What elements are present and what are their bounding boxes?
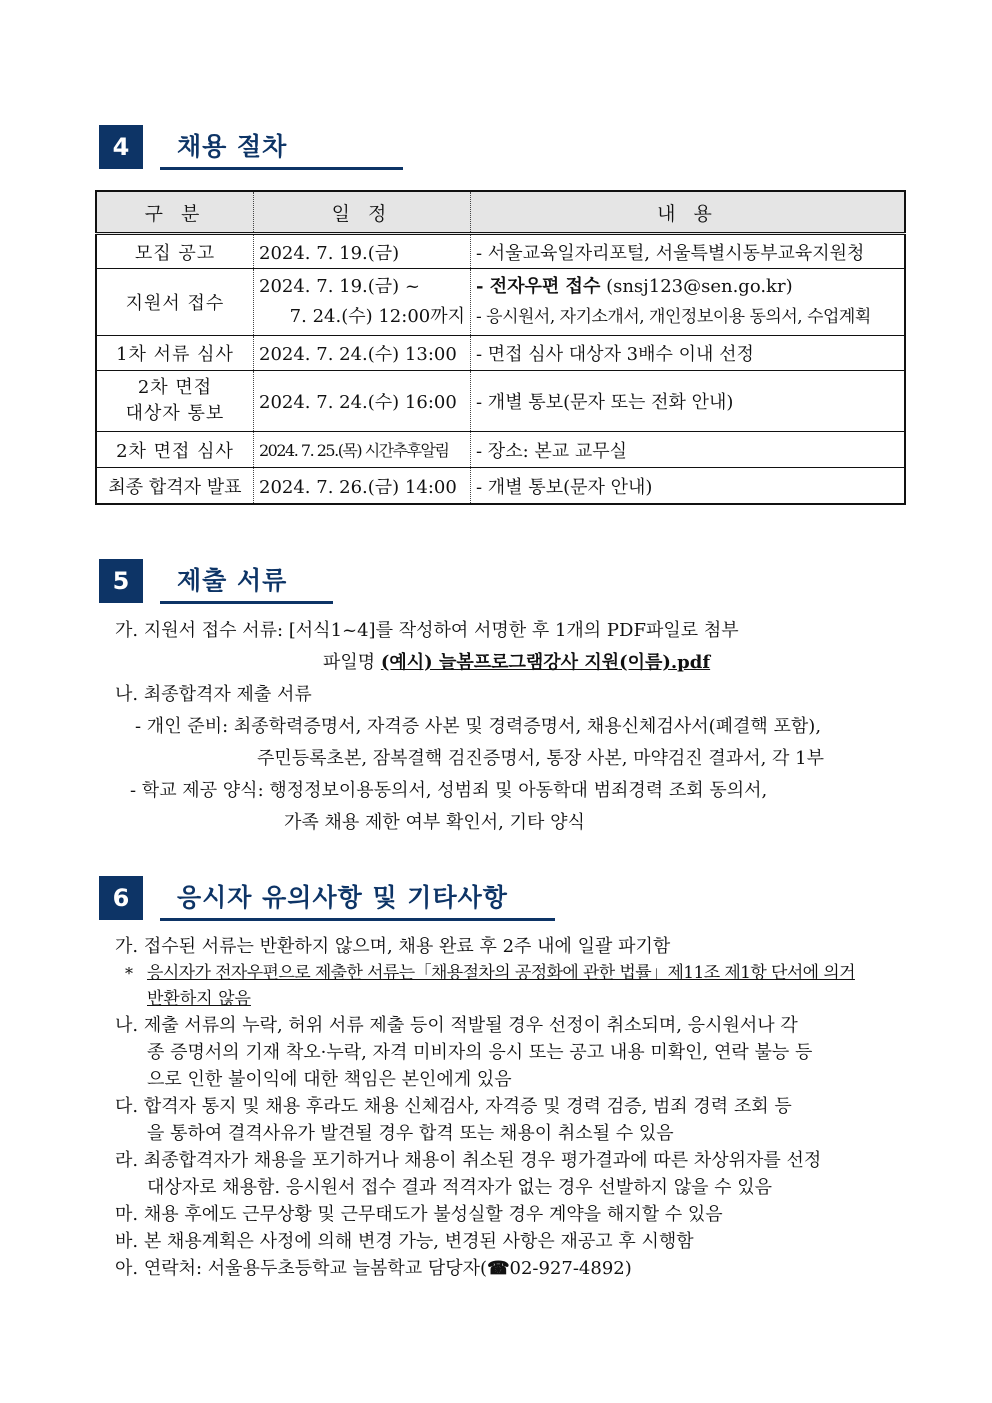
documents-personal-line-1: - 개인 준비: 최종학력증명서, 자격증 사본 및 경력증명서, 채용신체검사서(폐결핵 포함), xyxy=(135,716,822,737)
notice-ga-note-line-1: 응시자가 전자우편으로 제출한 서류는「채용절차의 공정화에 관한 법률」제11조 제1항 단서에 의거 xyxy=(147,963,855,983)
content-line xyxy=(476,272,899,302)
section-number: 4 xyxy=(99,125,143,169)
table-row xyxy=(96,269,905,336)
notice-na-line-3: 으로 인한 불이익에 대한 책임은 본인에게 있음 xyxy=(147,1069,512,1090)
content-cell xyxy=(471,269,906,336)
documents-item-na: 나. 최종합격자 제출 서류 xyxy=(115,684,312,705)
schedule-cell: 2024. 7. 26.(금) 14:00 xyxy=(254,468,471,505)
section-underline xyxy=(160,601,333,604)
stage-line: 대상자 통보 xyxy=(125,403,225,424)
schedule-line: 2024. 7. 19.(금) ~ xyxy=(259,276,421,297)
section-underline xyxy=(160,167,403,170)
content-cell: - 개별 통보(문자 안내) xyxy=(471,468,906,505)
content-cell: - 서울교육일자리포털, 서울특별시동부교육지원청 xyxy=(471,234,906,269)
notice-ba: 바. 본 채용계획은 사정에 의해 변경 가능, 변경된 사항은 재공고 후 시행함 xyxy=(115,1231,694,1252)
procedure-table xyxy=(95,190,906,505)
notice-ga-note-line-2: 반환하지 않음 xyxy=(147,989,251,1009)
documents-filename xyxy=(323,649,710,676)
notice-ra-line-1: 라. 최종합격자가 채용을 포기하거나 채용이 취소된 경우 평가결과에 따른 차상위자를 선정 xyxy=(115,1150,822,1171)
section-title: 제출 서류 xyxy=(177,566,288,595)
notice-da-line-1: 다. 합격자 통지 및 채용 후라도 채용 신체검사, 자격증 및 경력 검증, 범죄 경력 조회 등 xyxy=(115,1096,792,1117)
section-number: 6 xyxy=(99,876,143,920)
column-header: 일 정 xyxy=(254,191,471,234)
table-row xyxy=(96,432,905,468)
notice-na-line-1: 나. 제출 서류의 누락, 허위 서류 제출 등이 적발될 경우 선정이 취소되며, 응시원서나 각 xyxy=(115,1015,798,1036)
documents-personal-line-2: 주민등록초본, 잠복결핵 검진증명서, 통장 사본, 마약검진 결과서, 각 1부 xyxy=(257,748,824,769)
phone-icon: ☎ xyxy=(487,1258,510,1279)
documents-school-line-2: 가족 채용 제한 여부 확인서, 기타 양식 xyxy=(284,812,585,833)
filename-label: 파일명 xyxy=(323,652,381,673)
stage-cell xyxy=(96,371,254,432)
contact-label: 아. 연락처: 서울용두초등학교 늘봄학교 담당자( xyxy=(115,1258,488,1279)
table-row xyxy=(96,234,905,269)
documents-item-ga: 가. 지원서 접수 서류: [서식1~4]를 작성하여 서명한 후 1개의 PDF파일로 첨부 xyxy=(115,620,739,641)
schedule-cell xyxy=(254,269,471,336)
content-cell: - 면접 심사 대상자 3배수 이내 선정 xyxy=(471,336,906,371)
notice-da-line-2: 을 통하여 결격사유가 발견될 경우 합격 또는 채용이 취소될 수 있음 xyxy=(147,1123,674,1144)
section-title: 채용 절차 xyxy=(177,132,288,161)
schedule-cell: 2024. 7. 25.(목) 시간추후알림 xyxy=(254,432,471,468)
stage-cell: 최종 합격자 발표 xyxy=(96,468,254,505)
stage-line: 2차 면접 xyxy=(137,377,213,398)
stage-cell: 지원서 접수 xyxy=(96,269,254,336)
content-cell: - 장소: 본교 교무실 xyxy=(471,432,906,468)
stage-cell: 1차 서류 심사 xyxy=(96,336,254,371)
notice-contact xyxy=(115,1255,632,1282)
email-address: (snsj123@sen.go.kr) xyxy=(600,276,793,297)
notice-ra-line-2: 대상자로 채용함. 응시원서 접수 결과 적격자가 없는 경우 선발하지 않을 수 있음 xyxy=(147,1177,773,1198)
stage-cell: 모집 공고 xyxy=(96,234,254,269)
section-underline xyxy=(160,918,555,921)
notice-ga: 가. 접수된 서류는 반환하지 않으며, 채용 완료 후 2주 내에 일괄 파기함 xyxy=(115,936,671,957)
table-header-row xyxy=(96,191,905,234)
contact-phone: 02-927-4892) xyxy=(509,1258,632,1279)
section-title: 응시자 유의사항 및 기타사항 xyxy=(177,883,508,912)
section-number: 5 xyxy=(99,559,143,603)
column-header: 구 분 xyxy=(96,191,254,234)
schedule-cell: 2024. 7. 24.(수) 13:00 xyxy=(254,336,471,371)
notice-ma: 마. 채용 후에도 근무상황 및 근무태도가 불성실할 경우 계약을 해지할 수 있음 xyxy=(115,1204,723,1225)
table-row xyxy=(96,336,905,371)
table-row xyxy=(96,468,905,505)
content-line: - 응시원서, 자기소개서, 개인정보이용 동의서, 수업계획 xyxy=(476,307,871,327)
documents-school-line-1: - 학교 제공 양식: 행정정보이용동의서, 성범죄 및 아동학대 범죄경력 조회 동의서, xyxy=(130,780,768,801)
schedule-line: 7. 24.(수) 12:00까지 xyxy=(289,306,465,327)
content-cell: - 개별 통보(문자 또는 전화 안내) xyxy=(471,371,906,432)
schedule-cell: 2024. 7. 24.(수) 16:00 xyxy=(254,371,471,432)
column-header: 내 용 xyxy=(471,191,906,234)
notice-na-line-2: 종 증명서의 기재 착오·누락, 자격 미비자의 응시 또는 공고 내용 미확인, 연락 불능 등 xyxy=(147,1042,813,1063)
filename-example: (예시) 늘봄프로그램강사 지원(이름).pdf xyxy=(380,652,711,673)
email-application-label: - 전자우편 접수 xyxy=(476,276,601,297)
table-row xyxy=(96,371,905,432)
schedule-cell: 2024. 7. 19.(금) xyxy=(254,234,471,269)
stage-cell: 2차 면접 심사 xyxy=(96,432,254,468)
notice-ga-note-mark: * xyxy=(125,964,133,983)
